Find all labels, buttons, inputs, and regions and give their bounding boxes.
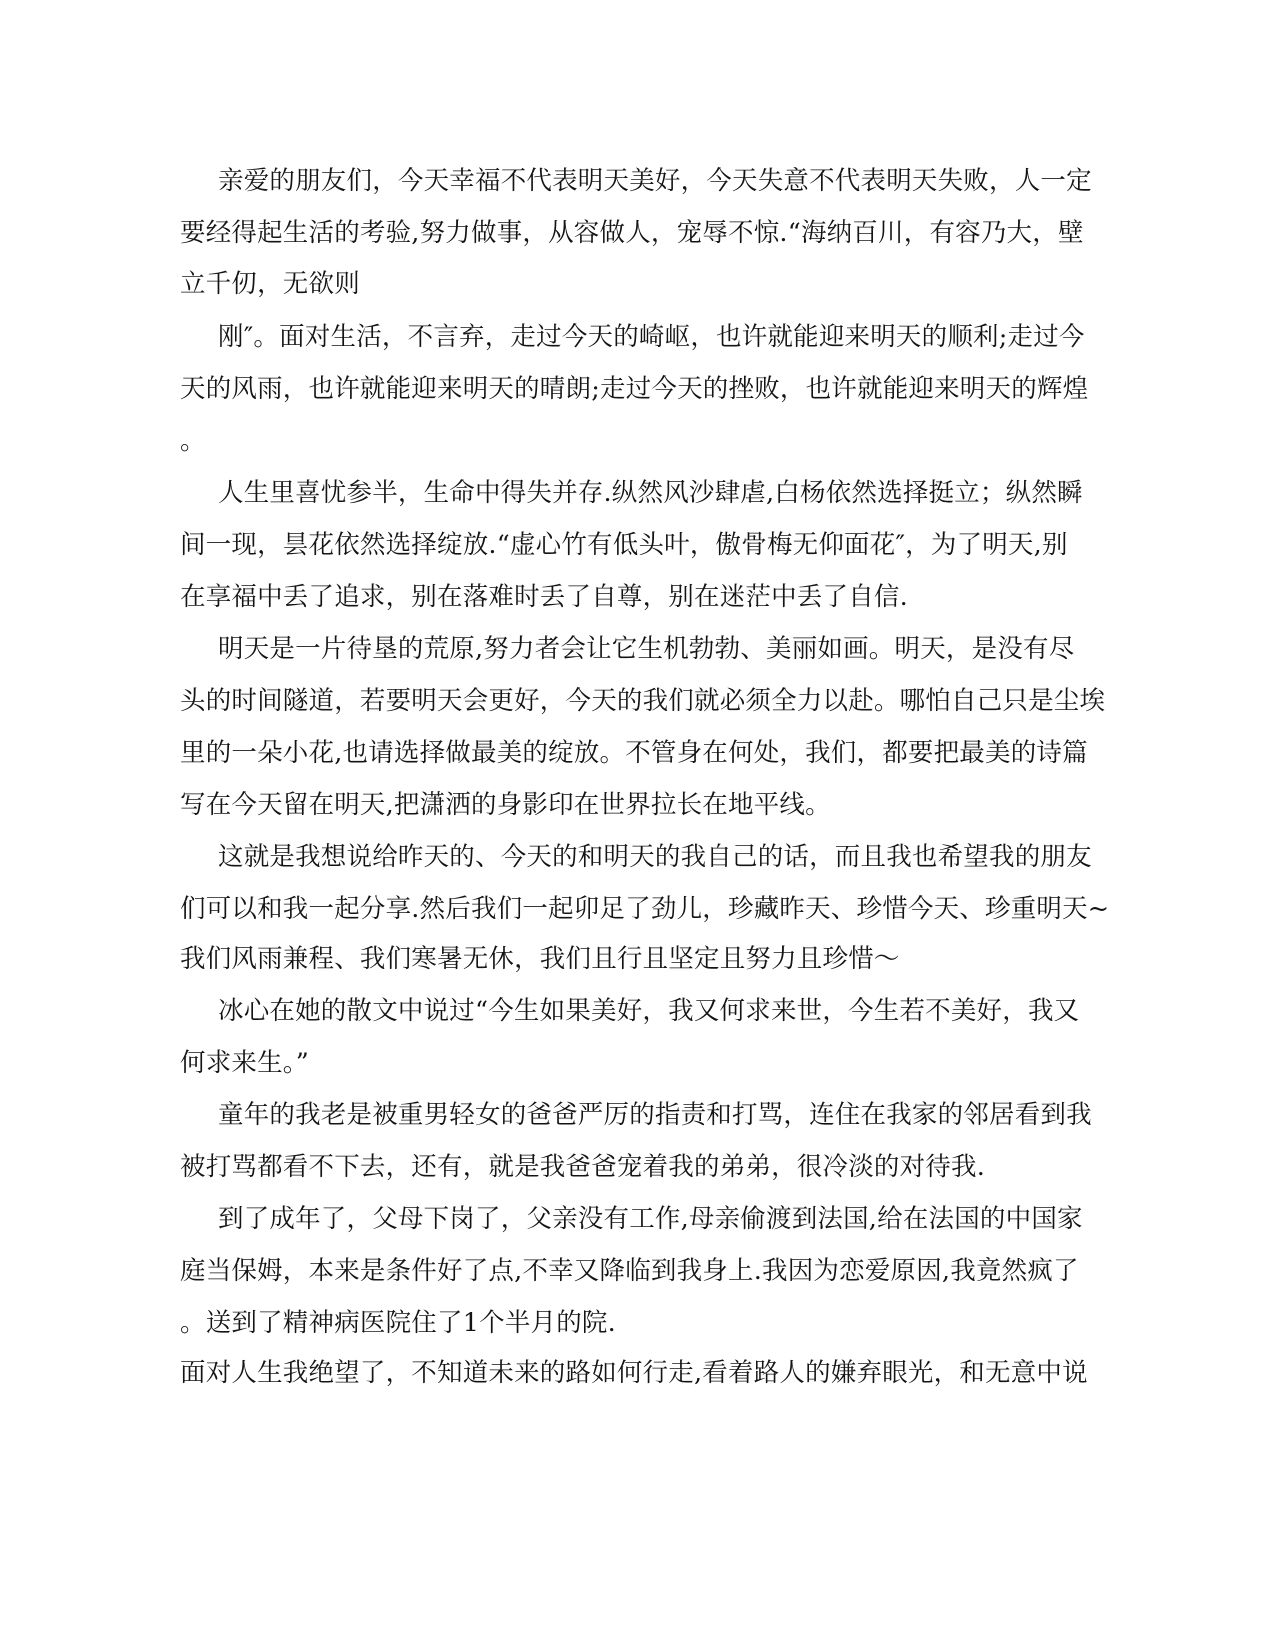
text-line: 。 bbox=[180, 426, 206, 456]
text-line: 面对人生我绝望了，不知道未来的路如何行走,看着路人的嫌弃眼光，和无意中说 bbox=[180, 1358, 1088, 1388]
text-line: 被打骂都看不下去，还有，就是我爸爸宠着我的弟弟，很冷淡的对待我. bbox=[180, 1152, 986, 1182]
text-line: 亲爱的朋友们，今天幸福不代表明天美好，今天失意不代表明天失败，人一定 bbox=[218, 166, 1092, 196]
text-line: 到了成年了，父母下岗了，父亲没有工作,母亲偷渡到法国,给在法国的中国家 bbox=[218, 1204, 1083, 1234]
text-line: 要经得起生活的考验,努力做事，从容做人，宠辱不惊.“海纳百川，有容乃大，壁 bbox=[180, 218, 1084, 248]
text-line: 冰心在她的散文中说过“今生如果美好，我又何求来世，今生若不美好，我又 bbox=[218, 996, 1080, 1026]
text-line: 何求来生。” bbox=[180, 1048, 309, 1078]
text-line: 立千仞，无欲则 bbox=[180, 269, 360, 299]
text-line: 们可以和我一起分享.然后我们一起卯足了劲儿，珍藏昨天、珍惜今天、珍重明天~ bbox=[180, 894, 1110, 924]
text-line: 天的风雨，也许就能迎来明天的晴朗;走过今天的挫败，也许就能迎来明天的辉煌 bbox=[180, 374, 1089, 404]
text-line: 我们风雨兼程、我们寒暑无休，我们且行且坚定且努力且珍惜～ bbox=[180, 944, 900, 974]
text-line: 头的时间隧道，若要明天会更好，今天的我们就必须全力以赴。哪怕自己只是尘埃 bbox=[180, 686, 1106, 716]
text-line: 庭当保姆，本来是条件好了点,不幸又降临到我身上.我因为恋爱原因,我竟然疯了 bbox=[180, 1256, 1079, 1286]
text-line: 人生里喜忧参半，生命中得失并存.纵然风沙肆虐,白杨依然选择挺立；纵然瞬 bbox=[218, 478, 1083, 508]
text-line: 这就是我想说给昨天的、今天的和明天的我自己的话，而且我也希望我的朋友 bbox=[218, 842, 1092, 872]
text-line: 明天是一片待垦的荒原,努力者会让它生机勃勃、美丽如画。明天，是没有尽 bbox=[218, 634, 1075, 664]
text-line: 里的一朵小花,也请选择做最美的绽放。不管身在何处，我们，都要把最美的诗篇 bbox=[180, 738, 1088, 768]
text-line: 在享福中丢了追求，别在落难时丢了自尊，别在迷茫中丢了自信. bbox=[180, 582, 908, 612]
text-line: 童年的我老是被重男轻女的爸爸严厉的指责和打骂，连住在我家的邻居看到我 bbox=[218, 1100, 1092, 1130]
text-line: 写在今天留在明天,把潇洒的身影印在世界拉长在地平线。 bbox=[180, 790, 831, 820]
text-line: 。送到了精神病医院住了1个半月的院. bbox=[180, 1308, 616, 1338]
text-line: 刚″。面对生活，不言弃，走过今天的崎岖，也许就能迎来明天的顺利;走过今 bbox=[218, 322, 1085, 352]
text-line: 间一现，昙花依然选择绽放.“虚心竹有低头叶，傲骨梅无仰面花″，为了明天,别 bbox=[180, 530, 1068, 560]
